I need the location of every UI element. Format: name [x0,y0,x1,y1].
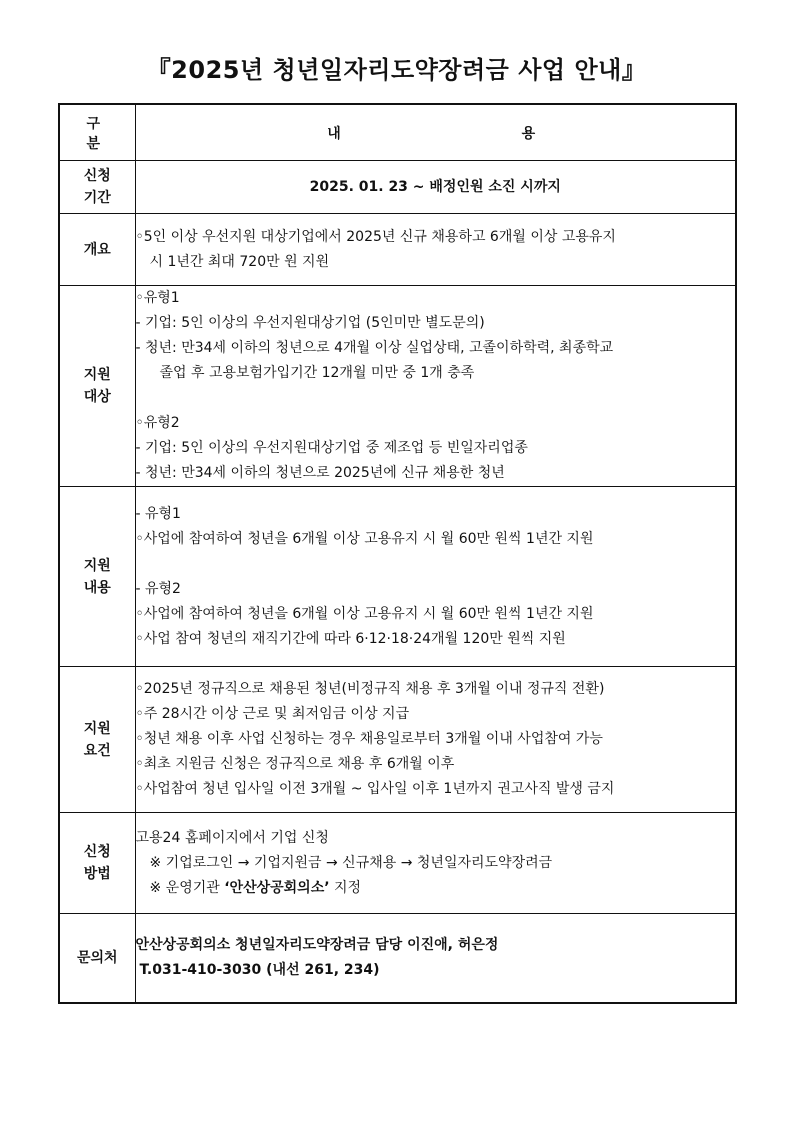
contact-phone: T.031-410-3030 (내선 261, 234) [139,961,380,978]
info-table [58,103,737,1004]
row-apply [59,813,736,914]
list-item: ◦주 28시간 이상 근로 및 최저임금 이상 지급 [135,706,410,722]
row-target [59,286,736,487]
row-period [59,161,736,214]
label-overview: 개요 [59,214,135,286]
label-target: 지원 대상 [59,286,135,487]
target-content: ◦유형1 - 기업: 5인 이상의 우선지원대상기업 (5인미만 별도문의) - 청년: 만34세 이하의 청년으로 4개월 이상 실업상태, 고졸이하학력, 최종학교 졸업 후 고용보험가입기간 12개월 미만 중 1개 충족 ◦유형2 - 기업: 5인 이상의 우선지원대상기업 중 제조업 등 빈일자리업종 - 청년: 만34세 이하의 청년으로 2025년에 신규 채용한 청년 [135,286,736,487]
document-title: 『2025년 청년일자리도약장려금 사업 안내』 [146,56,647,84]
list-item: ◦2025년 정규직으로 채용된 청년(비정규직 채용 후 3개월 이내 정규직 전환) [135,681,605,697]
header-category: 구 분 [59,104,135,161]
label-contact: 문의처 [59,914,135,1003]
apply-content: 고용24 홈페이지에서 기업 신청 ※ 기업로그인 → 기업지원금 → 신규채용 → 청년일자리도약장려금 ※ 운영기관 ‘안산상공회의소’ 지정 [135,813,736,914]
list-item: ◦최초 지원금 신청은 정규직으로 채용 후 6개월 이후 [135,756,455,772]
row-support [59,487,736,667]
label-support: 지원 내용 [59,487,135,667]
label-apply: 신청 방법 [59,813,135,914]
list-item: ◦청년 채용 이후 사업 신청하는 경우 채용일로부터 3개월 이내 사업참여 가능 [135,731,603,747]
label-requirements: 지원 요건 [59,667,135,813]
contact-content: 안산상공회의소 청년일자리도약장려금 담당 이진애, 허은정 T.031-410-3030 (내선 261, 234) [135,914,736,1003]
period-text: 2025. 01. 23 ~ 배정인원 소진 시까지 [135,161,736,214]
requirements-content [135,667,736,813]
overview-content: ◦5인 이상 우선지원 대상기업에서 2025년 신규 채용하고 6개월 이상 고용유지 시 1년간 최대 720만 원 지원 [135,214,736,286]
header-content: 내 용 [135,104,736,161]
label-period: 신청 기간 [59,161,135,214]
list-item: ◦사업참여 청년 입사일 이전 3개월 ~ 입사일 이후 1년까지 권고사직 발생 금지 [135,781,615,797]
row-contact [59,914,736,1003]
support-content: - 유형1 ◦사업에 참여하여 청년을 6개월 이상 고용유지 시 월 60만 원씩 1년간 지원 - 유형2 ◦사업에 참여하여 청년을 6개월 이상 고용유지 시 월 60만 원씩 1년간 지원 ◦사업 참여 청년의 재직기간에 따라 6·12·18·24개월 120만 원씩 지원 [135,487,736,667]
row-requirements [59,667,736,813]
table-header-row [59,104,736,161]
operating-agency: ‘안산상공회의소’ [224,879,330,896]
row-overview [59,214,736,286]
